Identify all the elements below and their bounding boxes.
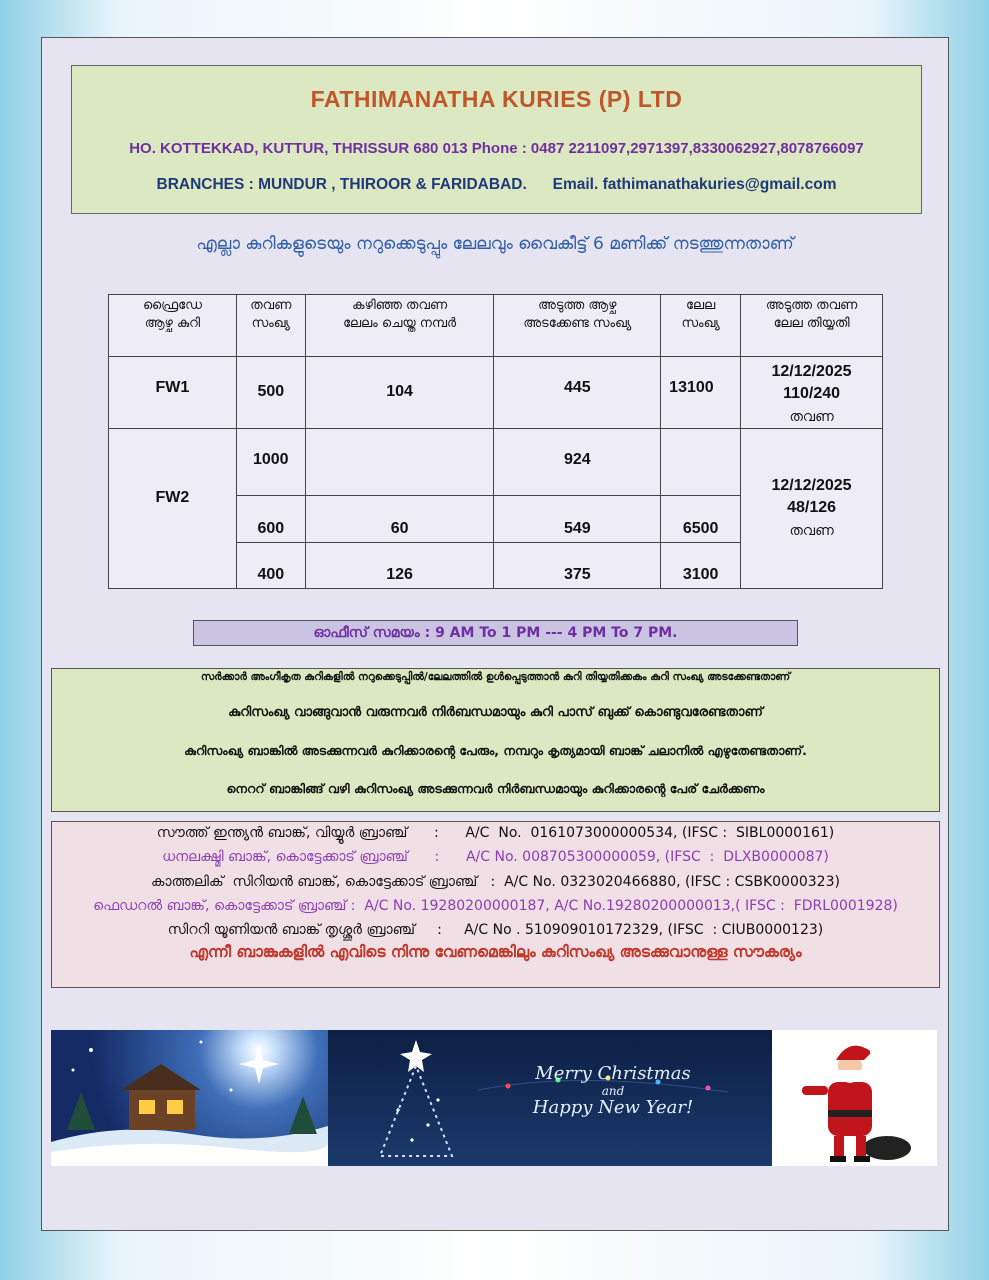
last-auction-cell: 126 — [305, 543, 494, 589]
next-payment-cell: 375 — [494, 543, 661, 589]
header-last-auction: കഴിഞ്ഞ തവണ ലേലം ചെയ്ത നമ്പർ — [305, 295, 494, 357]
kuri-name: FW2 — [109, 429, 237, 589]
bid-cell: 13100 — [661, 357, 741, 429]
last-auction-cell: 104 — [305, 357, 494, 429]
rule-line: കുറിസംഖ്യ വാങ്ങുവാൻ വരുന്നവർ നിർബന്ധമായും കുറി പാസ് ബുക്ക് കൊണ്ടുവരേണ്ടതാണ് — [228, 705, 763, 720]
next-date-cell: 12/12/2025 48/126 തവണ — [741, 429, 883, 589]
company-address: HO. KOTTEKKAD, KUTTUR, THRISSUR 680 013 Phone : 0487 2211097,2971397,8330062927,8078766097 — [129, 140, 864, 157]
table-row — [109, 429, 883, 496]
amount-cell: 600 — [236, 496, 305, 543]
draw-time-notice: എല്ലാ കുറികളുടെയും നറുക്കെടുപ്പും ലേലവും വൈകീട്ട് 6 മണിക്ക് നടത്തുന്നതാണ് — [196, 234, 794, 254]
rule-line: കുറിസംഖ്യ ബാങ്കിൽ അടക്കുന്നവർ കുറിക്കാരന്റെ പേരും, നമ്പറും കൃത്യമായി ബാങ്ക് ചലാനിൽ എഴുതേണ്ടതാണ്. — [184, 743, 807, 758]
snowy-cabin-image — [51, 1030, 328, 1166]
greeting-line-3: Happy New Year! — [532, 1097, 694, 1118]
kuri-table — [108, 294, 883, 589]
bank-line: സിററി യൂണിയൻ ബാങ്ക് തൃശ്ശൂർ ബ്രാഞ്ച് : A/C No . 510909010172329, (IFSC : CIUB0000123) — [167, 922, 824, 938]
branches-email: BRANCHES : MUNDUR , THIROOR & FARIDABAD. Email. fathimanathakuries@gmail.com — [156, 176, 837, 193]
last-auction-cell: 60 — [305, 496, 494, 543]
next-date-cell: 12/12/2025 110/240 തവണ — [741, 357, 883, 429]
table-header-row — [109, 295, 883, 357]
header-next-date: അടുത്ത തവണ ലേല തിയ്യതി — [741, 295, 883, 357]
bid-cell: 3100 — [661, 543, 741, 589]
amount-cell: 1000 — [236, 429, 305, 496]
bank-line: ഫെഡറൽ ബാങ്ക്, കൊട്ടേക്കാട് ബ്രാഞ്ച് : A/C No. 19280200000187, A/C No.19280200000013,( IFSC : FDRL0001928) — [93, 898, 898, 914]
rule-line: നെററ് ബാങ്കിങ്ങ് വഴി കുറിസംഖ്യ അടക്കുന്നവർ നിർബന്ധമായും കുറിക്കാരന്റെ പേര് ചേർക്കണം — [226, 781, 765, 796]
kuri-name: FW1 — [109, 357, 237, 429]
bank-line: സൗത്ത് ഇന്ത്യൻ ബാങ്ക്, വിയ്യൂർ ബ്രാഞ്ച് : A/C No. 0161073000000534, (IFSC : SIBL0000161) — [156, 825, 835, 841]
bank-accounts-box — [51, 821, 940, 988]
company-header — [71, 65, 922, 214]
last-auction-cell — [305, 429, 494, 496]
company-name: FATHIMANATHA KURIES (P) LTD — [310, 86, 683, 112]
next-payment-cell: 445 — [494, 357, 661, 429]
header-amount: തവണ സംഖ്യ — [236, 295, 305, 357]
next-payment-cell: 549 — [494, 496, 661, 543]
greeting-line-1: Merry Christmas — [535, 1063, 691, 1084]
bid-cell: 6500 — [661, 496, 741, 543]
next-payment-cell: 924 — [494, 429, 661, 496]
header-kuri: ഫ്രൈഡേ ആഴ്ച കുറി — [109, 295, 237, 357]
amount-cell: 400 — [236, 543, 305, 589]
flyer-page — [41, 37, 949, 1231]
rules-box — [51, 668, 940, 812]
santa-image — [772, 1030, 937, 1166]
header-bid-amount: ലേല സംഖ്യ — [661, 295, 741, 357]
table-row — [109, 357, 883, 429]
office-hours: ഓഫീസ് സമയം : 9 AM To 1 PM --- 4 PM To 7 PM. — [193, 620, 798, 646]
bank-line: കാത്തലിക് സിറിയൻ ബാങ്ക്, കൊട്ടേക്കാട് ബ്രാഞ്ച് : A/C No. 0323020466880, (IFSC : CSBK0000323) — [151, 874, 840, 890]
header-next-payment: അടുത്ത ആഴ്ച അടക്കേണ്ട സംഖ്യ — [494, 295, 661, 357]
rule-line: സർക്കാർ അംഗീകൃത കുറികളിൽ നറുക്കെടുപ്പിൽ/ലേലത്തിൽ ഉൾപ്പെടുത്താൻ കുറി തിയ്യതിക്കകം കുറി സംഖ്യ അടക്കേണ്ടതാണ് — [200, 671, 791, 683]
bank-footer: എന്നീ ബാങ്കുകളിൽ എവിടെ നിന്നു വേണമെങ്കിലും കുറിസംഖ്യ അടക്കുവാനുള്ള സൗകര്യം — [189, 943, 802, 961]
christmas-banner — [51, 1030, 937, 1166]
greeting-panel — [328, 1030, 772, 1166]
greeting-line-2: and — [601, 1084, 625, 1098]
bid-cell — [661, 429, 741, 496]
bank-line: ധനലക്ഷ്മി ബാങ്ക്, കൊട്ടേക്കാട് ബ്രാഞ്ച് : A/C No. 008705300000059, (IFSC : DLXB0000087) — [162, 849, 829, 865]
amount-cell: 500 — [236, 357, 305, 429]
